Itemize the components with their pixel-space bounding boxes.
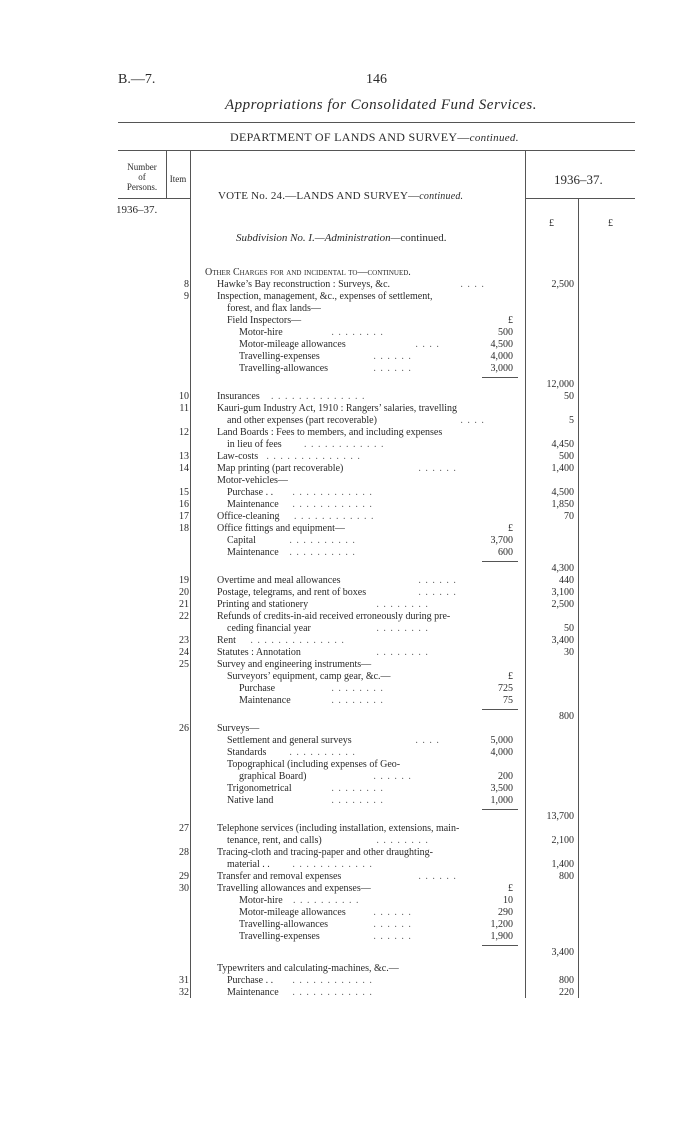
row-description: Trigonometrical <box>227 783 292 794</box>
table-row <box>0 859 700 871</box>
item-number: 16 <box>179 499 189 510</box>
row-description: Law-costs <box>217 451 259 462</box>
table-top-rule <box>118 150 635 151</box>
leader-dots: . . . . <box>460 415 485 426</box>
row-description: Purchase <box>239 683 276 694</box>
table-row <box>0 871 700 883</box>
leader-dots: . . . . <box>415 735 440 746</box>
amount: 1,400 <box>551 463 574 474</box>
table-row <box>0 439 700 451</box>
row-description: Standards <box>227 747 267 758</box>
table-row <box>0 835 700 847</box>
item-number: 13 <box>179 451 189 462</box>
leader-dots: . . . . . . . . . . . . <box>292 975 373 986</box>
table-row <box>0 963 700 975</box>
leader-dots: . . . . . . . . <box>331 327 384 338</box>
pound-sign-a: £ <box>549 218 554 229</box>
row-description: Motor-hire <box>239 327 283 338</box>
row-description: Motor-mileage allowances <box>239 339 346 350</box>
item-number: 20 <box>179 587 189 598</box>
row-description: Rent <box>217 635 236 646</box>
amount: 50 <box>564 391 574 402</box>
leader-dots: . . . . . . . . . . . . <box>292 499 373 510</box>
row-description: Maintenance <box>227 547 279 558</box>
amount: 1,400 <box>551 859 574 870</box>
leader-dots: . . . . . . <box>418 587 457 598</box>
leader-dots: . . . . . . . . . . . . <box>294 511 375 522</box>
amount: 800 <box>559 871 574 882</box>
item-number: 11 <box>179 403 189 414</box>
subtotal-rule <box>482 709 518 710</box>
sub-amount: 1,900 <box>490 931 513 942</box>
table-row <box>0 291 700 303</box>
row-description: graphical Board) <box>239 771 307 782</box>
sub-amount: 600 <box>498 547 513 558</box>
sub-amount: 3,000 <box>490 363 513 374</box>
amount: 70 <box>564 511 574 522</box>
row-description: Printing and stationery <box>217 599 309 610</box>
table-row <box>0 931 700 943</box>
row-description: Topographical (including expenses of Geo- <box>227 759 401 770</box>
sub-amount: 1,200 <box>490 919 513 930</box>
item-number: 8 <box>184 279 189 290</box>
row-description: Typewriters and calculating-machines, &c.— <box>217 963 399 974</box>
table-row <box>0 711 700 723</box>
table-row <box>0 279 700 291</box>
department-heading: DEPARTMENT OF LANDS AND SURVEY—continued. <box>230 130 519 144</box>
amount: 3,400 <box>551 635 574 646</box>
table-row <box>0 947 700 959</box>
item-number: 15 <box>179 487 189 498</box>
row-description: Capital <box>227 535 256 546</box>
row-description: Purchase . . <box>227 487 274 498</box>
table-row <box>0 511 700 523</box>
persons-header-rule <box>118 198 190 199</box>
leader-dots: . . . . . . . . <box>376 647 429 658</box>
amount: 5 <box>569 415 574 426</box>
amount: 4,300 <box>551 563 574 574</box>
row-description: forest, and flax lands— <box>227 303 321 314</box>
item-number: 31 <box>179 975 189 986</box>
row-description: Travelling-expenses <box>239 931 320 942</box>
table-row <box>0 883 700 895</box>
row-description: Hawke’s Bay reconstruction : Surveys, &c. <box>217 279 391 290</box>
table-row <box>0 451 700 463</box>
table-row <box>0 823 700 835</box>
amount: 800 <box>559 711 574 722</box>
table-row <box>0 987 700 999</box>
leader-dots: . . . . . . . . . . . . . . <box>271 391 366 402</box>
leader-dots: . . . . . . . . <box>331 683 384 694</box>
leader-dots: . . . . . . <box>373 771 412 782</box>
table-row <box>0 403 700 415</box>
table-row <box>0 795 700 807</box>
amount: 220 <box>559 987 574 998</box>
row-description: Tracing-cloth and tracing-paper and other draughting- <box>217 847 433 858</box>
table-row <box>0 623 700 635</box>
table-row <box>0 415 700 427</box>
amount: 800 <box>559 975 574 986</box>
item-number: 26 <box>179 723 189 734</box>
row-description: ceding financial year <box>227 623 311 634</box>
table-row <box>0 351 700 363</box>
row-description: Motor-mileage allowances <box>239 907 346 918</box>
table-row <box>0 499 700 511</box>
leader-dots: . . . . . . . . <box>331 795 384 806</box>
subtotal-rule <box>482 945 518 946</box>
table-row <box>0 587 700 599</box>
subtotal-rule <box>482 377 518 378</box>
leader-dots: . . . . . . . . <box>331 783 384 794</box>
amount: 50 <box>564 623 574 634</box>
table-row <box>0 671 700 683</box>
sub-amount: 200 <box>498 771 513 782</box>
table-row <box>0 683 700 695</box>
table-row <box>0 759 700 771</box>
row-description: Travelling-allowances <box>239 919 329 930</box>
row-description: Overtime and meal allowances <box>217 575 341 586</box>
amount: 500 <box>559 451 574 462</box>
table-row <box>0 747 700 759</box>
sub-amount: £ <box>508 883 513 894</box>
row-description: Maintenance <box>239 695 291 706</box>
leader-dots: . . . . . . . . . . . . . . <box>266 451 361 462</box>
leader-dots: . . . . . . . . . . . . <box>292 487 373 498</box>
sub-amount: 1,000 <box>490 795 513 806</box>
amount: 3,100 <box>551 587 574 598</box>
sub-amount: £ <box>508 671 513 682</box>
item-number: 32 <box>179 987 189 998</box>
persons-year: 1936–37. <box>116 204 158 216</box>
document-reference: B.—7. <box>118 72 156 87</box>
table-row <box>0 975 700 987</box>
table-row <box>0 463 700 475</box>
item-number: 29 <box>179 871 189 882</box>
sub-amount: 4,000 <box>490 351 513 362</box>
row-description: Inspection, management, &c., expenses of settlement, <box>217 291 433 302</box>
subdivision-heading: Subdivision No. I.—Administration—continued. <box>236 232 447 244</box>
row-description: Maintenance <box>227 987 279 998</box>
sub-amount: 5,000 <box>490 735 513 746</box>
table-row <box>0 487 700 499</box>
amount: 12,000 <box>546 379 574 390</box>
row-description: and other expenses (part recoverable) <box>227 415 377 426</box>
table-row <box>0 735 700 747</box>
pound-sign-b: £ <box>608 218 613 229</box>
subtotal-rule <box>482 561 518 562</box>
vote-heading: VOTE No. 24.—LANDS AND SURVEY—continued. <box>218 190 464 202</box>
row-description: Surveys— <box>217 723 260 734</box>
leader-dots: . . . . . . . . . . . . . . <box>250 635 345 646</box>
year-column-header: 1936–37. <box>554 172 603 187</box>
table-row <box>0 811 700 823</box>
amount: 2,500 <box>551 279 574 290</box>
table-row <box>0 427 700 439</box>
row-description: Travelling-expenses <box>239 351 320 362</box>
item-number: 10 <box>179 391 189 402</box>
item-number: 21 <box>179 599 189 610</box>
row-description: Land Boards : Fees to members, and including expenses <box>217 427 443 438</box>
row-description: Maintenance <box>227 499 279 510</box>
table-row <box>0 695 700 707</box>
leader-dots: . . . . . . . . . . . . <box>292 859 373 870</box>
table-row <box>0 847 700 859</box>
item-number: 27 <box>179 823 189 834</box>
leader-dots: . . . . . . . . <box>376 835 429 846</box>
sub-amount: 75 <box>503 695 513 706</box>
leader-dots: . . . . . . <box>373 907 412 918</box>
item-number: 18 <box>179 523 189 534</box>
table-row <box>0 339 700 351</box>
sub-amount: 290 <box>498 907 513 918</box>
amount: 2,100 <box>551 835 574 846</box>
row-description: Transfer and removal expenses <box>217 871 342 882</box>
row-description: Purchase . . <box>227 975 274 986</box>
table-row <box>0 919 700 931</box>
table-row <box>0 599 700 611</box>
row-description: Travelling-allowances <box>239 363 329 374</box>
sub-amount: 10 <box>503 895 513 906</box>
leader-dots: . . . . . . . . <box>376 599 429 610</box>
amount: 1,850 <box>551 499 574 510</box>
leader-dots: . . . . . . . . . . . . <box>304 439 385 450</box>
leader-dots: . . . . . . <box>373 363 412 374</box>
amount: 4,450 <box>551 439 574 450</box>
table-row <box>0 647 700 659</box>
leader-dots: . . . . . . . . . . <box>289 535 356 546</box>
item-number: 23 <box>179 635 189 646</box>
persons-column-header: Number of Persons. <box>126 162 158 192</box>
row-description: Statutes : Annotation <box>217 647 301 658</box>
leader-dots: . . . . . . . . <box>331 695 384 706</box>
row-description: Postage, telegrams, and rent of boxes <box>217 587 367 598</box>
table-row <box>0 907 700 919</box>
leader-dots: . . . . . . . . . . <box>289 547 356 558</box>
header-rule <box>118 122 635 123</box>
sub-amount: 4,500 <box>490 339 513 350</box>
table-row <box>0 563 700 575</box>
sub-amount: 4,000 <box>490 747 513 758</box>
table-row <box>0 475 700 487</box>
row-description: Office-cleaning <box>217 511 280 522</box>
row-description: Field Inspectors— <box>227 315 302 326</box>
sub-amount: £ <box>508 315 513 326</box>
row-description: Office fittings and equipment— <box>217 523 345 534</box>
leader-dots: . . . . . . <box>418 463 457 474</box>
item-number: 14 <box>179 463 189 474</box>
row-description: Surveyors’ equipment, camp gear, &c.— <box>227 671 391 682</box>
table-row <box>0 783 700 795</box>
item-number: 25 <box>179 659 189 670</box>
leader-dots: . . . . . . <box>418 575 457 586</box>
item-number: 22 <box>179 611 189 622</box>
item-number: 24 <box>179 647 189 658</box>
subtotal-rule <box>482 809 518 810</box>
item-column-header: Item <box>169 174 187 184</box>
leader-dots: . . . . . . . . . . . . <box>292 987 373 998</box>
sub-amount: 725 <box>498 683 513 694</box>
table-row <box>0 523 700 535</box>
table-row <box>0 611 700 623</box>
table-row <box>0 303 700 315</box>
table-row <box>0 895 700 907</box>
page-number: 146 <box>366 72 387 87</box>
leader-dots: . . . . . . . . . . <box>293 895 360 906</box>
table-row <box>0 659 700 671</box>
row-description: Survey and engineering instruments— <box>217 659 372 670</box>
sub-amount: £ <box>508 523 513 534</box>
year-header-rule <box>525 198 635 199</box>
item-number: 28 <box>179 847 189 858</box>
table-row <box>0 315 700 327</box>
item-number: 9 <box>184 291 189 302</box>
row-description: Refunds of credits-in-aid received erroneously during pre- <box>217 611 451 622</box>
sub-amount: 3,700 <box>490 535 513 546</box>
row-description: Native land <box>227 795 274 806</box>
row-description: Telephone services (including installation, extensions, main- <box>217 823 460 834</box>
row-description: material . . <box>227 859 270 870</box>
amount: 3,400 <box>551 947 574 958</box>
table-row <box>0 379 700 391</box>
leader-dots: . . . . <box>460 279 485 290</box>
leader-dots: . . . . . . <box>418 871 457 882</box>
row-description: in lieu of fees <box>227 439 282 450</box>
amount: 30 <box>564 647 574 658</box>
item-number: 30 <box>179 883 189 894</box>
section-heading: Other Charges for and incidental to—continued. <box>205 267 411 278</box>
row-description: Settlement and general surveys <box>227 735 352 746</box>
row-description: Map printing (part recoverable) <box>217 463 344 474</box>
row-description: Motor-vehicles— <box>217 475 288 486</box>
table-row <box>0 327 700 339</box>
table-row <box>0 391 700 403</box>
amount: 13,700 <box>546 811 574 822</box>
item-number: 19 <box>179 575 189 586</box>
leader-dots: . . . . . . <box>373 919 412 930</box>
amount: 2,500 <box>551 599 574 610</box>
row-description: Motor-hire <box>239 895 283 906</box>
row-description: tenance, rent, and calls) <box>227 835 322 846</box>
page-title: Appropriations for Consolidated Fund Services. <box>225 97 538 113</box>
amount: 4,500 <box>551 487 574 498</box>
leader-dots: . . . . . . <box>373 351 412 362</box>
table-row <box>0 575 700 587</box>
sub-amount: 500 <box>498 327 513 338</box>
item-number: 12 <box>179 427 189 438</box>
leader-dots: . . . . . . <box>373 931 412 942</box>
row-description: Kauri-gum Industry Act, 1910 : Rangers’ salaries, travelling <box>217 403 458 414</box>
leader-dots: . . . . . . . . . . <box>289 747 356 758</box>
table-row <box>0 635 700 647</box>
leader-dots: . . . . <box>415 339 440 350</box>
table-row <box>0 535 700 547</box>
item-number: 17 <box>179 511 189 522</box>
table-row <box>0 723 700 735</box>
leader-dots: . . . . . . . . <box>376 623 429 634</box>
table-row <box>0 547 700 559</box>
row-description: Travelling allowances and expenses— <box>217 883 371 894</box>
row-description: Insurances <box>217 391 260 402</box>
sub-amount: 3,500 <box>490 783 513 794</box>
amount: 440 <box>559 575 574 586</box>
table-row <box>0 363 700 375</box>
table-row <box>0 771 700 783</box>
